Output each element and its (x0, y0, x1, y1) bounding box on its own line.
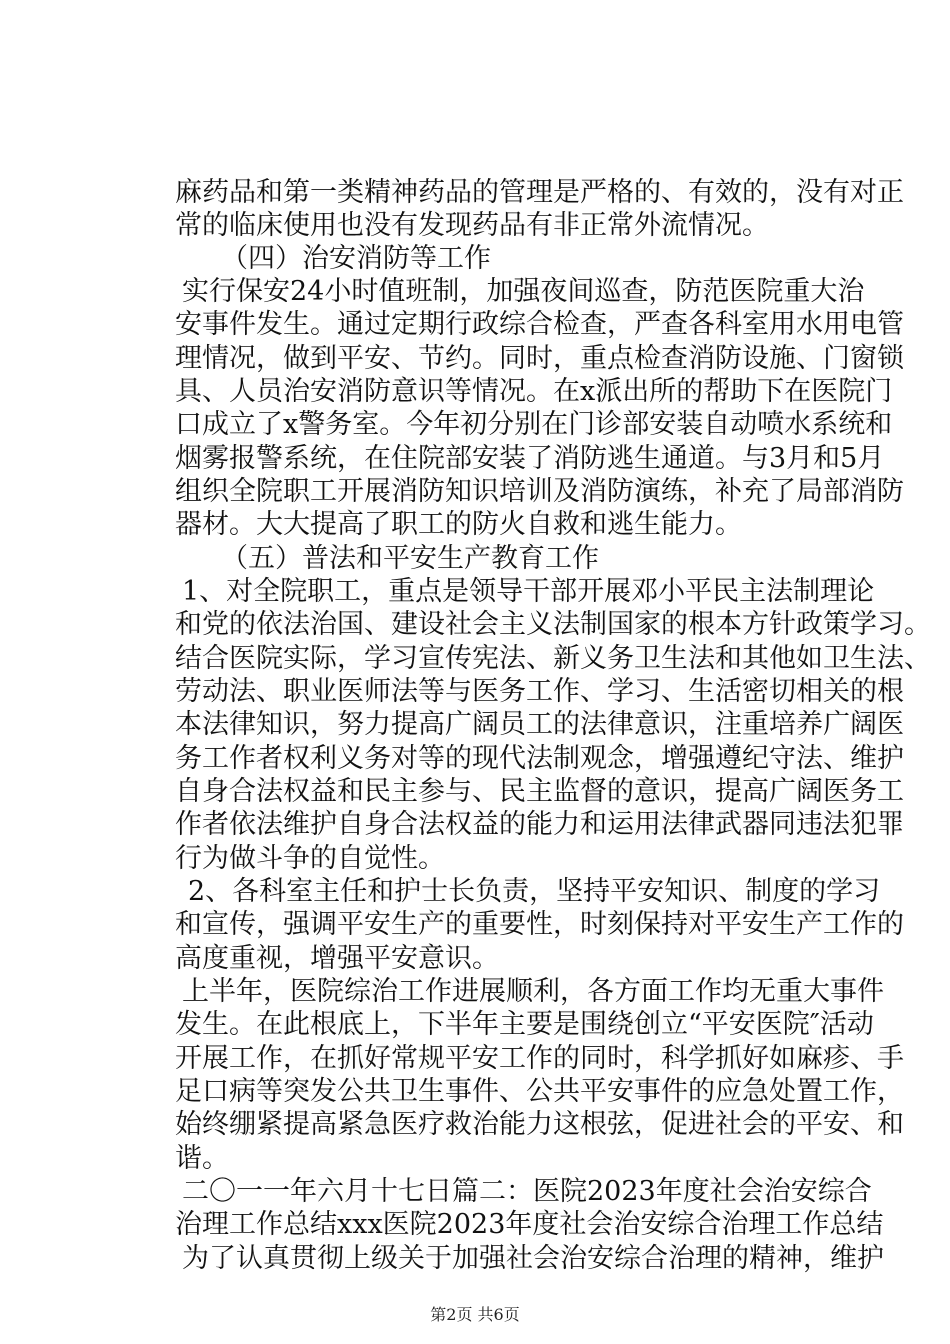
text-line: 足口病等突发公共卫生事件、公共平安事件的应急处置工作， (175, 1076, 904, 1107)
text-line: 具、人员治安消防意识等情况。在x派出所的帮助下在医院门 (175, 376, 893, 407)
text-line: 和党的依法治国、建设社会主义法制国家的根本方针政策学习。 (175, 609, 931, 640)
text-line: 为了认真贯彻上级关于加强社会治安综合治理的精神，维护 (182, 1243, 884, 1274)
text-line: 作者依法维护自身合法权益的能力和运用法律武器同违法犯罪 (175, 809, 904, 840)
text-line: 2、各科室主任和护士长负责，坚持平安知识、制度的学习 (188, 876, 881, 907)
text-line: 组织全院职工开展消防知识培训及消防演练，补充了局部消防 (175, 476, 904, 507)
text-line: 务工作者权利义务对等的现代法制观念，增强遵纪守法、维护 (175, 743, 904, 774)
text-line: 高度重视，增强平安意识。 (175, 943, 499, 974)
text-line: 烟雾报警系统，在住院部安装了消防逃生通道。与3月和5月 (175, 443, 885, 474)
text-line: 本法律知识，努力提高广阔员工的法律意识，注重培养广阔医 (175, 709, 904, 740)
page-number-footer: 第2页 共6页 (430, 1305, 520, 1324)
text-line: 理情况，做到平安、节约。同时，重点检查消防设施、门窗锁 (175, 343, 904, 374)
text-line: 常的临床使用也没有发现药品有非正常外流情况。 (175, 210, 769, 241)
text-line: 谐。 (175, 1143, 229, 1174)
text-line: 结合医院实际，学习宣传宪法、新义务卫生法和其他如卫生法、 (175, 643, 931, 674)
text-line: 行为做斗争的自觉性。 (175, 843, 445, 874)
text-line: 1、对全院职工，重点是领导干部开展邓小平民主法制理论 (182, 576, 875, 607)
text-line: 始终绷紧提高紧急医疗救治能力这根弦，促进社会的平安、和 (175, 1109, 904, 1140)
text-line: 治理工作总结xxx医院2023年度社会治安综合治理工作总结 (175, 1209, 884, 1240)
text-line: 开展工作，在抓好常规平安工作的同时，科学抓好如麻疹、手 (175, 1043, 904, 1074)
text-line: 安事件发生。通过定期行政综合检查，严查各科室用水用电管 (175, 309, 904, 340)
text-line: 二〇一一年六月十七日篇二：医院2023年度社会治安综合 (182, 1176, 872, 1207)
text-line: 上半年，医院综治工作进展顺利，各方面工作均无重大事件 (182, 976, 884, 1007)
section-heading: （五）普法和平安生产教育工作 (221, 543, 599, 574)
text-line: 麻药品和第一类精神药品的管理是严格的、有效的，没有对正 (175, 177, 904, 208)
text-line: 实行保安24小时值班制，加强夜间巡查，防范医院重大治 (182, 276, 865, 307)
text-line: 器材。大大提高了职工的防火自救和逃生能力。 (175, 509, 742, 540)
section-heading: （四）治安消防等工作 (221, 243, 491, 274)
text-line: 劳动法、职业医师法等与医务工作、学习、生活密切相关的根 (175, 676, 904, 707)
text-line: 口成立了x警务室。今年初分别在门诊部安装自动喷水系统和 (175, 409, 893, 440)
text-line: 发生。在此根底上，下半年主要是围绕创立“平安医院″活动 (175, 1009, 874, 1040)
text-line: 和宣传，强调平安生产的重要性，时刻保持对平安生产工作的 (175, 909, 904, 940)
text-line: 自身合法权益和民主参与、民主监督的意识，提高广阔医务工 (175, 776, 904, 807)
